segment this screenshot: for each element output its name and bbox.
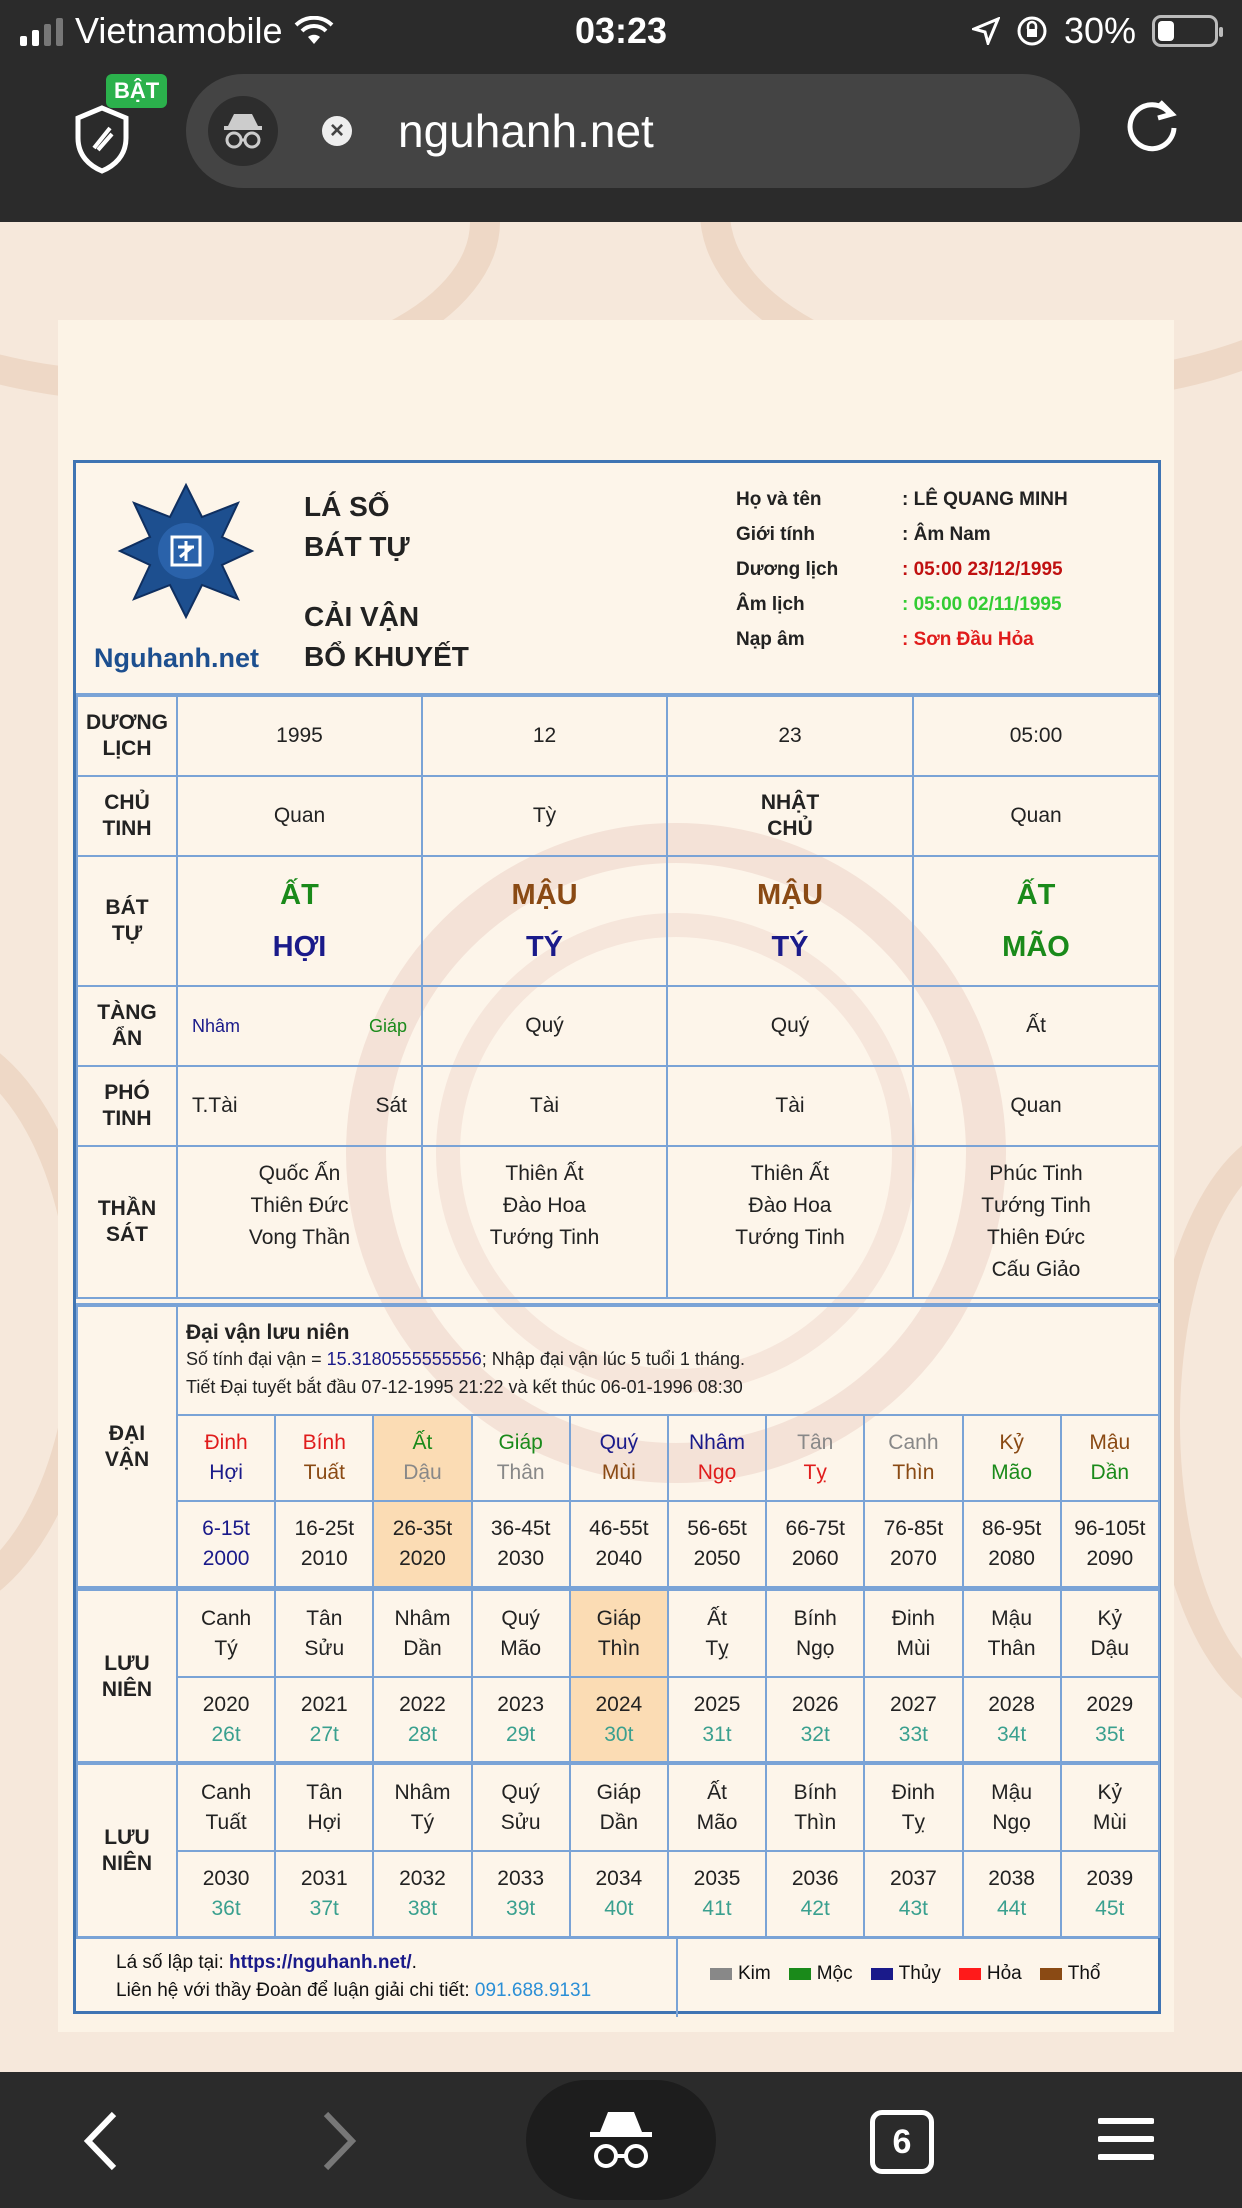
- luu-nien-pillar: Ất Mão: [668, 1763, 766, 1851]
- legend-swatch: [1040, 1968, 1062, 1980]
- browser-bottom-toolbar: [0, 2072, 1242, 2208]
- luu-nien-year: 2023 29t: [472, 1677, 570, 1763]
- row-duong-lich: DƯƠNG LỊCH 1995 12 23 05:00: [77, 696, 1159, 776]
- luu-nien-year: 2035 41t: [668, 1851, 766, 1937]
- info-label: Nạp âm: [736, 629, 805, 650]
- luu-nien-year: 2025 31t: [668, 1677, 766, 1763]
- luu-nien-table-1: LƯU NIÊN Canh Tý Tân Sửu Nhâm Dần Quý Mão Giáp Thìn Ất Tỵ Bính Ngọ Đinh Mùi Mậu Thân Kỷ Dậu 2020 26t 2021 27t 2022 28t 2023 29t 2024 30t 2025 31t 2026 32t 2027 33t 2028 34t 2029 35t: [76, 1587, 1160, 1764]
- chart-header: [76, 463, 1158, 695]
- tab-count-button[interactable]: 6: [870, 2110, 934, 2174]
- luu-nien-pillar: Kỷ Mùi: [1061, 1763, 1159, 1851]
- luu-nien-pillar: Giáp Thìn: [570, 1589, 668, 1677]
- row-than-sat: THẦN SÁT Quốc Ấn Thiên Đức Vong Thần Thiên Ất Đào Hoa Tướng Tinh Thiên Ất Đào Hoa Tướng Tinh Phúc Tinh Tướng Tinh Thiên Đức Cấu Giảo: [77, 1146, 1159, 1298]
- row-pho-tinh: PHÓ TINH T.Tài Sát Tài Tài Quan: [77, 1066, 1159, 1146]
- luu-nien-pillar: Nhâm Tý: [373, 1763, 471, 1851]
- incognito-button[interactable]: [526, 2080, 716, 2200]
- luu-nien-year: 2036 42t: [766, 1851, 864, 1937]
- row-chu-tinh: CHỦ TINH Quan Tỳ NHẬT CHỦ Quan: [77, 776, 1159, 856]
- info-value: : Sơn Đầu Hỏa: [902, 629, 1034, 650]
- luu-nien-year: 2027 33t: [864, 1677, 962, 1763]
- legend-swatch: [710, 1968, 732, 1980]
- legend-label: Kim: [738, 1963, 771, 1984]
- element-legend: [710, 1963, 1101, 1985]
- dai-van-pillar: Nhâm Ngọ: [668, 1415, 766, 1501]
- dai-van-age: 76-85t 2070: [864, 1501, 962, 1587]
- info-row: [736, 594, 1068, 629]
- shield-status-badge: BẬT: [106, 74, 167, 108]
- luu-nien-year: 2020 26t: [177, 1677, 275, 1763]
- dai-van-age: 16-25t 2010: [275, 1501, 373, 1587]
- battery-percent: 30%: [1063, 10, 1136, 51]
- luu-nien-year: 2029 35t: [1061, 1677, 1159, 1763]
- dai-van-pillar: Canh Thìn: [864, 1415, 962, 1501]
- luu-nien-year: 2022 28t: [373, 1677, 471, 1763]
- luu-nien-pillar: Tân Sửu: [275, 1589, 373, 1677]
- dai-van-pillar: Ất Dậu: [373, 1415, 471, 1501]
- luu-nien-pillar: Canh Tuất: [177, 1763, 275, 1851]
- legend-swatch: [871, 1968, 893, 1980]
- dai-van-table: ĐẠI VẬN Đại vận lưu niên Số tính đại vận = 15.3180555555556; Nhập đại vận lúc 5 tuổi 1 tháng. Tiết Đại tuyết bắt đầu 07-12-1995 21:22 và kết thúc 06-01-1996 08:30 Đinh Hợi Bính Tuất Ất Dậu Giáp Thân Quý Mùi Nhâm Ngọ Tân Tỵ Canh Thìn Kỷ Mão Mậu Dần 6-15t 2000 16-25t 2010 26-35t 2020 36-45t 2030 46-55t 2040 56-65t 2050 66-75t 2060 76-85t 2070 86-95t 2080 96-105t 2090: [76, 1303, 1160, 1588]
- chart-title: LÁ SỐ BÁT TỰ CẢI VẬN BỔ KHUYẾT: [304, 491, 469, 672]
- logo-icon: [116, 481, 256, 621]
- battery-icon: [1152, 15, 1218, 47]
- legend-item: [871, 1963, 941, 1985]
- clear-icon[interactable]: ×: [322, 116, 352, 146]
- reload-icon[interactable]: [1120, 94, 1184, 158]
- bazi-chart: [73, 460, 1161, 2014]
- luu-nien-pillar: Quý Mão: [472, 1589, 570, 1677]
- dai-van-age: 6-15t 2000: [177, 1501, 275, 1587]
- luu-nien-year: 2021 27t: [275, 1677, 373, 1763]
- luu-nien-year: 2028 34t: [963, 1677, 1061, 1763]
- chart-footer: Lá số lập tại: https://nguhanh.net/. Liên hệ với thầy Đoàn để luận giải chi tiết: 091.688.9131: [116, 1952, 592, 2001]
- luu-nien-year: 2026 32t: [766, 1677, 864, 1763]
- info-value: : Âm Nam: [902, 524, 991, 545]
- browser-toolbar: [0, 62, 1242, 222]
- luu-nien-year: 2034 40t: [570, 1851, 668, 1937]
- person-info: [736, 489, 1068, 664]
- hour-cell: 05:00: [913, 696, 1159, 776]
- dai-van-age: 46-55t 2040: [570, 1501, 668, 1587]
- row-tang-an: TÀNG ẨN Nhâm Giáp Quý Quý Ất: [77, 986, 1159, 1066]
- luu-nien-pillar: Mậu Thân: [963, 1589, 1061, 1677]
- info-value: : LÊ QUANG MINH: [902, 489, 1068, 510]
- dai-van-pillar: Mậu Dần: [1061, 1415, 1159, 1501]
- month-cell: 12: [422, 696, 667, 776]
- carrier-name: Vietnamobile: [75, 10, 283, 51]
- info-row: [736, 489, 1068, 524]
- luu-nien-pillar: Kỷ Dậu: [1061, 1589, 1159, 1677]
- dai-van-pillar: Đinh Hợi: [177, 1415, 275, 1501]
- year-cell: 1995: [177, 696, 422, 776]
- dai-van-pillar: Giáp Thân: [472, 1415, 570, 1501]
- legend-item: [959, 1963, 1022, 1985]
- row-bat-tu: BÁT TỰ ẤT HỢI MẬU TÝ MẬU TÝ ẤT MÃO: [77, 856, 1159, 986]
- rotation-lock-icon: [1016, 15, 1048, 47]
- luu-nien-pillar: Bính Ngọ: [766, 1589, 864, 1677]
- dai-van-info: Đại vận lưu niên Số tính đại vận = 15.3180555555556; Nhập đại vận lúc 5 tuổi 1 tháng. Tiết Đại tuyết bắt đầu 07-12-1995 21:22 và kết thúc 06-01-1996 08:30: [177, 1305, 1159, 1415]
- legend-item: [710, 1963, 771, 1985]
- shield-icon[interactable]: [72, 104, 132, 174]
- luu-nien-pillar: Đinh Mùi: [864, 1589, 962, 1677]
- dai-van-pillar: Tân Tỵ: [766, 1415, 864, 1501]
- legend-swatch: [959, 1968, 981, 1980]
- luu-nien-year: 2033 39t: [472, 1851, 570, 1937]
- info-label: Âm lịch: [736, 594, 805, 615]
- luu-nien-pillar: Nhâm Dần: [373, 1589, 471, 1677]
- luu-nien-pillar: Bính Thìn: [766, 1763, 864, 1851]
- luu-nien-pillar: Ất Tỵ: [668, 1589, 766, 1677]
- clock: 03:23: [574, 10, 668, 51]
- luu-nien-year: 2039 45t: [1061, 1851, 1159, 1937]
- dai-van-age: 36-45t 2030: [472, 1501, 570, 1587]
- luu-nien-year: 2031 37t: [275, 1851, 373, 1937]
- legend-label: Thổ: [1067, 1963, 1101, 1984]
- luu-nien-year: 2030 36t: [177, 1851, 275, 1937]
- luu-nien-pillar: Mậu Ngọ: [963, 1763, 1061, 1851]
- luu-nien-pillar: Quý Sửu: [472, 1763, 570, 1851]
- menu-icon[interactable]: [1098, 2116, 1154, 2162]
- info-value: : 05:00 23/12/1995: [902, 559, 1063, 580]
- luu-nien-year: 2038 44t: [963, 1851, 1061, 1937]
- forward-icon[interactable]: [314, 2106, 364, 2176]
- luu-nien-pillar: Tân Hợi: [275, 1763, 373, 1851]
- logo-text[interactable]: Nguhanh.net: [94, 643, 259, 673]
- dai-van-age: 96-105t 2090: [1061, 1501, 1159, 1587]
- info-label: Họ và tên: [736, 489, 822, 510]
- legend-swatch: [789, 1968, 811, 1980]
- luu-nien-pillar: Canh Tý: [177, 1589, 275, 1677]
- incognito-icon: [584, 2104, 658, 2176]
- status-bar: [0, 0, 1242, 62]
- info-label: Dương lịch: [736, 559, 839, 580]
- info-row: [736, 559, 1068, 594]
- phone-link[interactable]: 091.688.9131: [474, 1980, 592, 2001]
- legend-item: [789, 1963, 853, 1985]
- dai-van-age: 66-75t 2060: [766, 1501, 864, 1587]
- location-icon: [972, 17, 1000, 45]
- legend-label: Mộc: [816, 1963, 853, 1984]
- luu-nien-year: 2037 43t: [864, 1851, 962, 1937]
- site-link[interactable]: https://nguhanh.net/: [229, 1952, 412, 1973]
- luu-nien-year: 2032 38t: [373, 1851, 471, 1937]
- dai-van-pillar: Bính Tuất: [275, 1415, 373, 1501]
- dai-van-pillar: Quý Mùi: [570, 1415, 668, 1501]
- legend-label: Hỏa: [986, 1963, 1022, 1984]
- address-bar[interactable]: [186, 74, 1080, 188]
- legend-label: Thủy: [898, 1963, 941, 1984]
- dai-van-pillar: Kỷ Mão: [963, 1415, 1061, 1501]
- info-row: [736, 629, 1068, 664]
- luu-nien-year: 2024 30t: [570, 1677, 668, 1763]
- dai-van-age: 26-35t 2020: [373, 1501, 471, 1587]
- incognito-icon[interactable]: [208, 96, 278, 166]
- luu-nien-pillar: Giáp Dần: [570, 1763, 668, 1851]
- info-label: Giới tính: [736, 524, 815, 545]
- luu-nien-pillar: Đinh Tỵ: [864, 1763, 962, 1851]
- info-row: [736, 524, 1068, 559]
- back-icon[interactable]: [76, 2106, 126, 2176]
- legend-item: [1040, 1963, 1101, 1985]
- url-text[interactable]: nguhanh.net: [398, 105, 654, 157]
- day-cell: 23: [667, 696, 913, 776]
- luu-nien-table-2: LƯU NIÊN Canh Tuất Tân Hợi Nhâm Tý Quý Sửu Giáp Dần Ất Mão Bính Thìn Đinh Tỵ Mậu Ngọ Kỷ Mùi 2030 36t 2031 37t 2032 38t 2033 39t 2034 40t 2035 41t 2036 42t 2037 43t 2038 44t 2039 45t: [76, 1761, 1160, 1938]
- dai-van-age: 86-95t 2080: [963, 1501, 1061, 1587]
- dai-van-age: 56-65t 2050: [668, 1501, 766, 1587]
- pillars-table: [76, 695, 1160, 1299]
- info-value: : 05:00 02/11/1995: [902, 594, 1062, 615]
